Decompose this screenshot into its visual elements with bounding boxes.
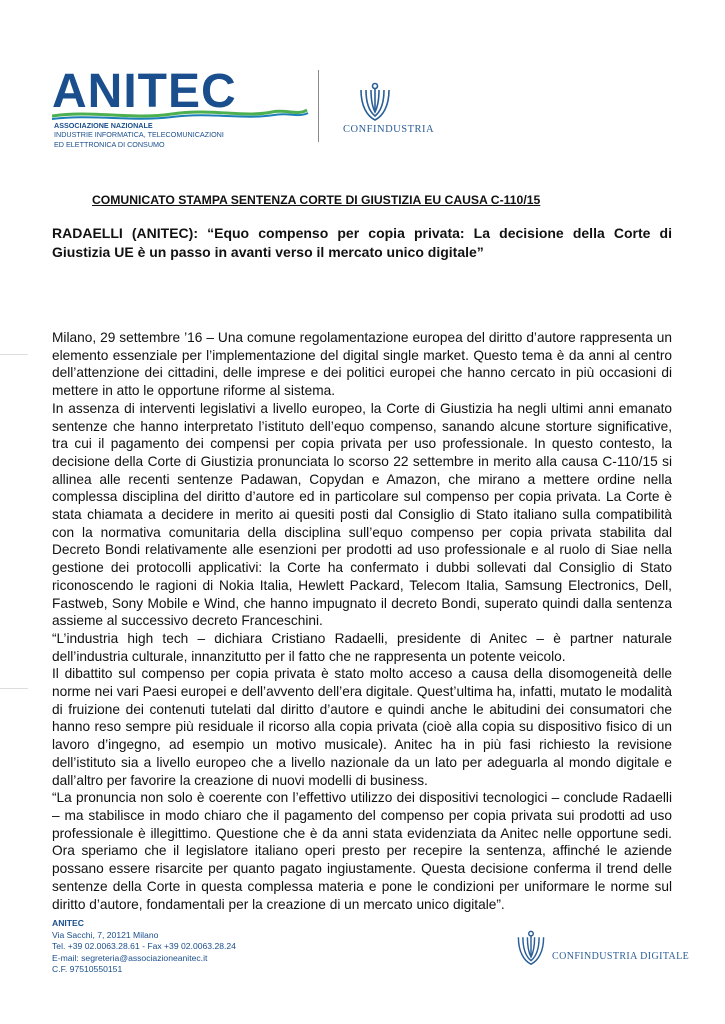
body-paragraph: Il dibattito sul compenso per copia privata è stato molto acceso a causa della disomogeneità delle norme nei vari Paesi europei e dell’avvento dell’era digitale. Quest’ultima ha, infatti, mutato le modalità di fruizione dei contenuti tutelati dal diritto d’autore e quindi anche le abitudini dei consumatori che hanno reso sempre più residuale il ricorso alla copia privata (cioè alla copia su dispositivo fisico di un lavoro d’ingegno, ad esempio un motivo musicale). Anitec ha in più fasi richiesto la revisione dell’istituto sia a livello europeo che a livello nazionale da un lato per adeguarla al mondo digitale e dall’altro per favorire la creazione di nuovi modelli di business. bbox=[52, 666, 672, 788]
logo-subtitle bbox=[54, 121, 224, 149]
footer-cf: C.F. 97510550151 bbox=[52, 964, 123, 974]
wave-icon bbox=[52, 106, 312, 122]
eagle-emblem-icon bbox=[357, 82, 393, 122]
logo-subtitle-line: ED ELETTRONICA DI CONSUMO bbox=[54, 139, 165, 149]
press-release-body bbox=[52, 329, 672, 913]
footer-contact bbox=[52, 918, 236, 976]
confindustria-digitale-logo bbox=[514, 930, 690, 966]
press-release-subheading: RADAELLI (ANITEC): “Equo compenso per copia privata: La decisione della Corte di Giustizia UE è un passo in avanti verso il mercato unico digitale” bbox=[52, 225, 672, 260]
body-paragraph: “L’industria high tech – dichiara Cristiano Radaelli, presidente di Anitec – è partner naturale dell’industria culturale, innanzitutto per il fatto che ne rappresenta un potente veicolo. bbox=[52, 630, 672, 664]
margin-mark bbox=[0, 688, 28, 689]
logo-subtitle-line: INDUSTRIE INFORMATICA, TELECOMUNICAZIONI bbox=[54, 130, 224, 140]
footer-title: ANITEC bbox=[52, 918, 84, 928]
margin-mark bbox=[0, 354, 28, 355]
anitec-logo bbox=[52, 65, 312, 158]
header-divider bbox=[318, 70, 319, 142]
body-paragraph: Milano, 29 settembre ’16 – Una comune regolamentazione europea del diritto d’autore rappresenta un elemento essenziale per l’implementazione del digital single market. Questo tema è da anni al centro dell’attenzione dei cittadini, delle imprese e dei politici europei che hanno cercato in più occasioni di mettere in atto le opportune riforme al sistema. bbox=[52, 330, 672, 399]
logo-subtitle-line: ASSOCIAZIONE NAZIONALE bbox=[54, 121, 153, 130]
confindustria-label: CONFINDUSTRIA bbox=[343, 124, 435, 135]
body-paragraph: “La pronuncia non solo è coerente con l’effettivo utilizzo dei dispositivi tecnologici – conclude Radaelli – ma stabilisce in modo chiaro che il pagamento del compenso per copia privata sui prodotti ad uso professionale è illegittimo. Questione che è da anni stata evidenziata da Anitec nelle opportune sedi. Ora speriamo che il legislatore italiano operi presto per recepire la sentenza, affinché le aziende possano essere risarcite per quanto pagato ingiustamente. Questa decisione conferma il trend delle sentenze della Corte in questa complessa materia e pone le condizioni per uniformare le norme sul diritto d’autore, fondamentali per la creazione di un mercato unico digitale”. bbox=[52, 790, 672, 912]
footer-phone: Tel. +39 02.0063.28.61 - Fax +39 02.0063.28.24 bbox=[52, 941, 236, 951]
confindustria-digitale-label: CONFINDUSTRIA DIGITALE bbox=[552, 951, 690, 962]
confindustria-logo bbox=[343, 82, 433, 142]
footer-email[interactable]: E-mail: segreteria@associazioneanitec.it bbox=[52, 952, 208, 963]
press-release-heading: COMUNICATO STAMPA SENTENZA CORTE DI GIUSTIZIA EU CAUSA C-110/15 bbox=[92, 193, 541, 207]
body-paragraph: In assenza di interventi legislativi a livello europeo, la Corte di Giustizia ha negli ultimi anni emanato sentenze che hanno interpretato l’istituto dell’equo compenso, sanando alcune storture significative, tra cui il pagamento dei compensi per copia privata per uso professionale. In questo contesto, la decisione della Corte di Giustizia pronunciata lo scorso 22 settembre in merito alla causa C-110/15 si allinea alle recenti sentenze Padawan, Copydan e Amazon, che mirano a mettere ordine nella complessa disciplina del diritto d’autore ed in particolare sul compenso per copia privata. La Corte è stata chiamata a decidere in merito ai quesiti posti dal Consiglio di Stato italiano sulla compatibilità con la normativa comunitaria della disciplina sull’equo compenso per copia privata stabilita dal Decreto Bondi relativamente alle esenzioni per prodotti ad uso professionale e al ruolo di Siae nella gestione dei protocolli applicativi: la Corte ha confermato i dubbi sollevati dal Consiglio di Stato riconoscendo le ragioni di Nokia Italia, Hewlett Packard, Telecom Italia, Samsung Electronics, Dell, Fastweb, Sony Mobile e Wind, che hanno impugnato il decreto Bondi, superato quindi dalla sentenza assieme al successivo decreto Franceschini. bbox=[52, 400, 672, 629]
logo-wordmark: ANITEC bbox=[52, 65, 237, 118]
eagle-emblem-icon bbox=[514, 930, 548, 966]
footer-address: Via Sacchi, 7, 20121 Milano bbox=[52, 929, 159, 940]
